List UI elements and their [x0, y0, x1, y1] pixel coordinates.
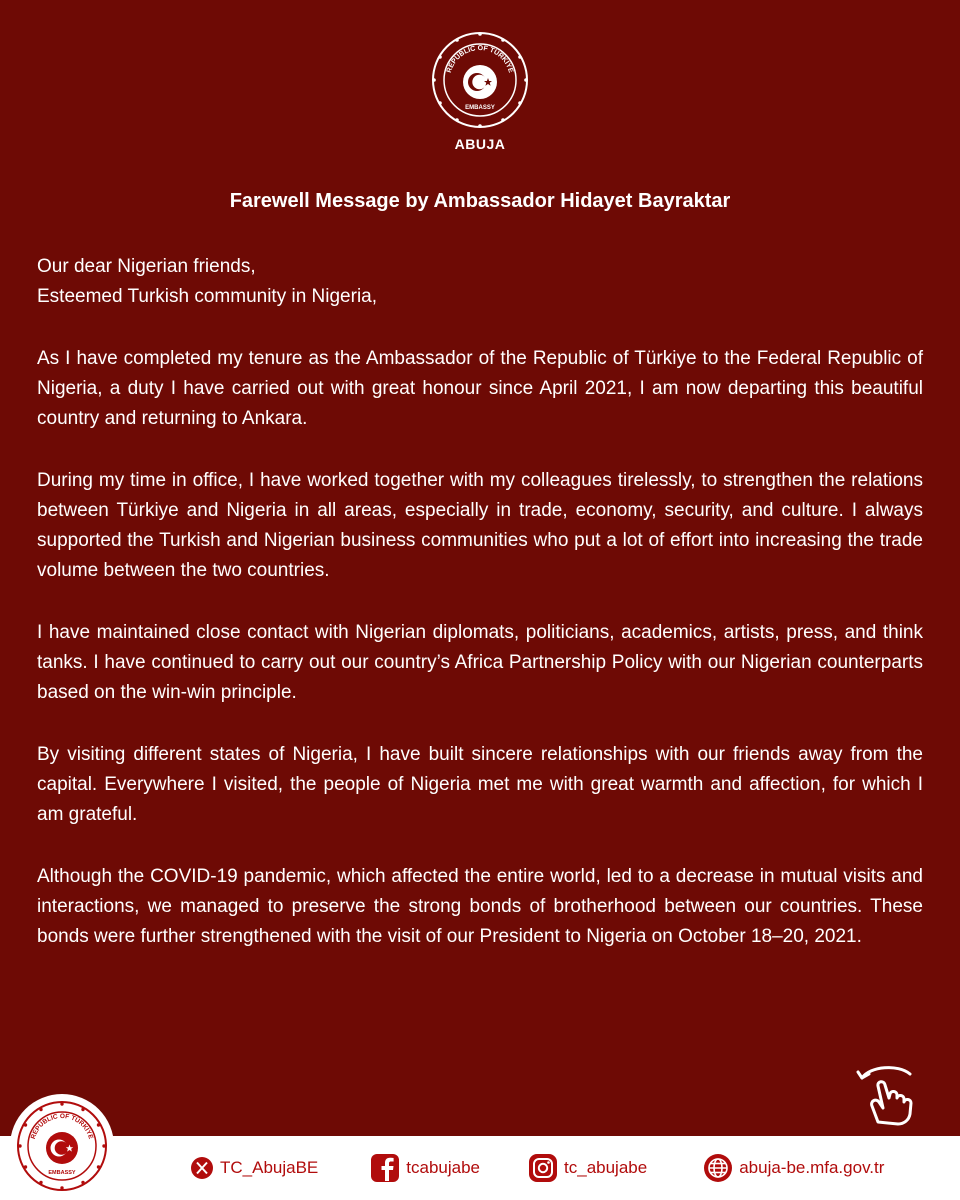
embassy-seal-logo	[430, 30, 530, 130]
greeting-line-2: Esteemed Turkish community in Nigeria,	[37, 286, 378, 307]
footer	[0, 1136, 960, 1200]
greeting-line-1: Our dear Nigerian friends,	[37, 256, 256, 277]
facebook-link[interactable]	[370, 1153, 480, 1183]
svg-text:REPUBLIC OF TÜRKİYE: REPUBLIC OF TÜRKİYE	[29, 1112, 95, 1141]
social-links	[190, 1136, 884, 1200]
paragraph: As I have completed my tenure as the Ambassador of the Republic of Türkiye to the Federal Republic of Nigeria, a duty I have carried out with great honour since April 2021, I am now departing this beautiful country and returning to Ankara.	[37, 348, 923, 429]
paragraph: During my time in office, I have worked together with my colleagues tirelessly, to strengthen the relations between Türkiye and Nigeria in all areas, especially in trade, economy, security, and culture. I always supported the Turkish and Nigerian business communities who put a lot of effort into increasing the trade volume between the two countries.	[37, 470, 923, 581]
x-icon	[190, 1156, 214, 1180]
instagram-link[interactable]	[528, 1153, 647, 1183]
swipe-hand-icon	[854, 1060, 924, 1130]
instagram-handle: tc_abujabe	[564, 1158, 648, 1177]
svg-text:EMBASSY: EMBASSY	[465, 105, 495, 111]
website-url: abuja-be.mfa.gov.tr	[739, 1158, 885, 1177]
paragraph: Although the COVID-19 pandemic, which affected the entire world, led to a decrease in mutual visits and interactions, we managed to preserve the strong bonds of brotherhood between our countries. These bonds were further strengthened with the visit of our President to Nigeria on October 18–20, 2021.	[37, 866, 923, 947]
city-label: ABUJA	[454, 136, 506, 152]
greeting	[37, 252, 923, 312]
paragraph: By visiting different states of Nigeria, I have built sincere relationships with our friends away from the capital. Everywhere I visited, the people of Nigeria met me with great warmth and affection, for which I am grateful.	[37, 744, 923, 825]
x-handle: TC_AbujaBE	[220, 1158, 319, 1177]
paragraph: I have maintained close contact with Nigerian diplomats, politicians, academics, artists, press, and think tanks. I have continued to carry out our country’s Africa Partnership Policy with our Nigerian counterparts based on the win-win principle.	[37, 622, 923, 703]
x-link[interactable]	[190, 1156, 318, 1180]
letter-body	[37, 252, 923, 984]
facebook-icon	[370, 1153, 400, 1183]
facebook-handle: tcabujabe	[406, 1158, 481, 1177]
page-title: Farewell Message by Ambassador Hidayet Bayraktar	[229, 190, 731, 212]
svg-text:REPUBLIC OF TÜRKİYE: REPUBLIC OF TÜRKİYE	[445, 44, 515, 74]
footer-seal	[10, 1094, 114, 1198]
header	[0, 30, 960, 152]
svg-text:EMBASSY: EMBASSY	[48, 1170, 76, 1176]
instagram-icon	[528, 1153, 558, 1183]
website-link[interactable]	[703, 1153, 884, 1183]
embassy-seal-logo-small	[10, 1094, 114, 1198]
globe-icon	[703, 1153, 733, 1183]
